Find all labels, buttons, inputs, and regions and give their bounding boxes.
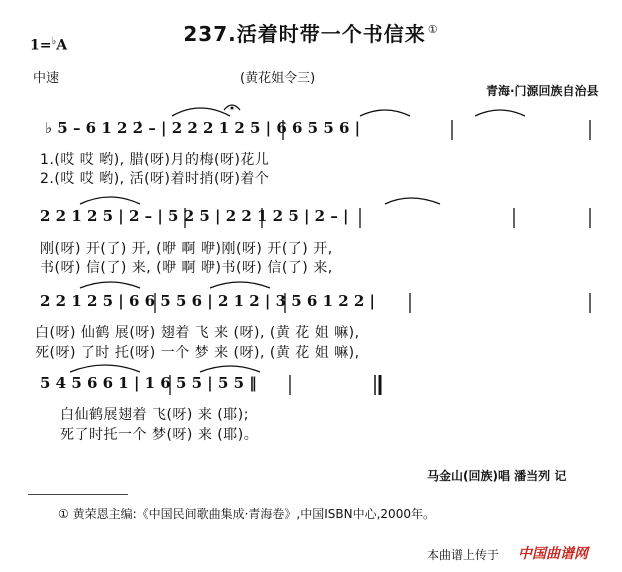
lyric-line-4: 书(呀) 信(了) 来, (咿 啊 咿)书(呀) 信(了) 来, [40,260,333,276]
notation-line-4: 5 4 5 6 6 1 | 1 6 5 5 | 5 5 ‖ [40,374,257,392]
lyric-line-6: 死(呀) 了时 托(呀) 一个 梦 来 (呀), (黄 花 姐 嘛), [35,345,360,361]
footnote-divider [28,494,128,495]
notation-line-1: ♭ 5 – 6 1 2 2̇ – | 2 2 2 1 2 5 | 6 6 5 5 6 | [45,119,361,137]
region-label: 青海·门源回族自治县 [486,84,599,98]
lyric-line-1: 1.(哎 哎 哟), 腊(呀)月的梅(呀)花儿 [40,152,270,168]
footnote: ① 黄荣恩主编:《中国民间歌曲集成·青海卷》,中国ISBN中心,2000年。 [58,507,435,521]
upload-note: 本曲谱上传于 [427,548,500,562]
tempo-marking: 中速 [33,71,60,86]
title-footnote-mark: ① [427,23,439,37]
lyric-line-3: 刚(呀) 开(了) 开, (咿 啊 咿)刚(呀) 开(了) 开, [40,241,333,257]
performer-credit: 马金山(回族)唱 潘当列 记 [427,469,567,483]
notation-line-3: 2 2 1 2 5 | 6 6 5 5 6 | 2 1 2 | 3 5 6 1 2 2 | [40,292,376,310]
flat-symbol: ♭ [51,36,57,47]
key-note: A [56,37,68,54]
lyric-line-8: 死了时托一个 梦(呀) 来 (耶)。 [60,427,259,443]
song-subtitle: (黄花姐令三) [240,71,316,86]
notation-line-2: 2 2 1 2 5 | 2 – | 5 2 5 | 2 2 1 2 5 | 2 – | [40,207,349,225]
lyric-line-2: 2.(哎 哎 哟), 活(呀)着时捎(呀)着个 [40,171,270,187]
title-text: 237.活着时带一个书信来 [183,22,426,46]
lyric-line-5: 白(呀) 仙鹤 展(呀) 翅着 飞 来 (呀), (黄 花 姐 嘛), [35,325,360,341]
site-logo[interactable]: 中国曲谱网 [518,546,588,562]
lyric-line-7: 白仙鹤展翅着 飞(呀) 来 (耶); [60,407,249,423]
key-prefix: 1= [30,37,52,54]
